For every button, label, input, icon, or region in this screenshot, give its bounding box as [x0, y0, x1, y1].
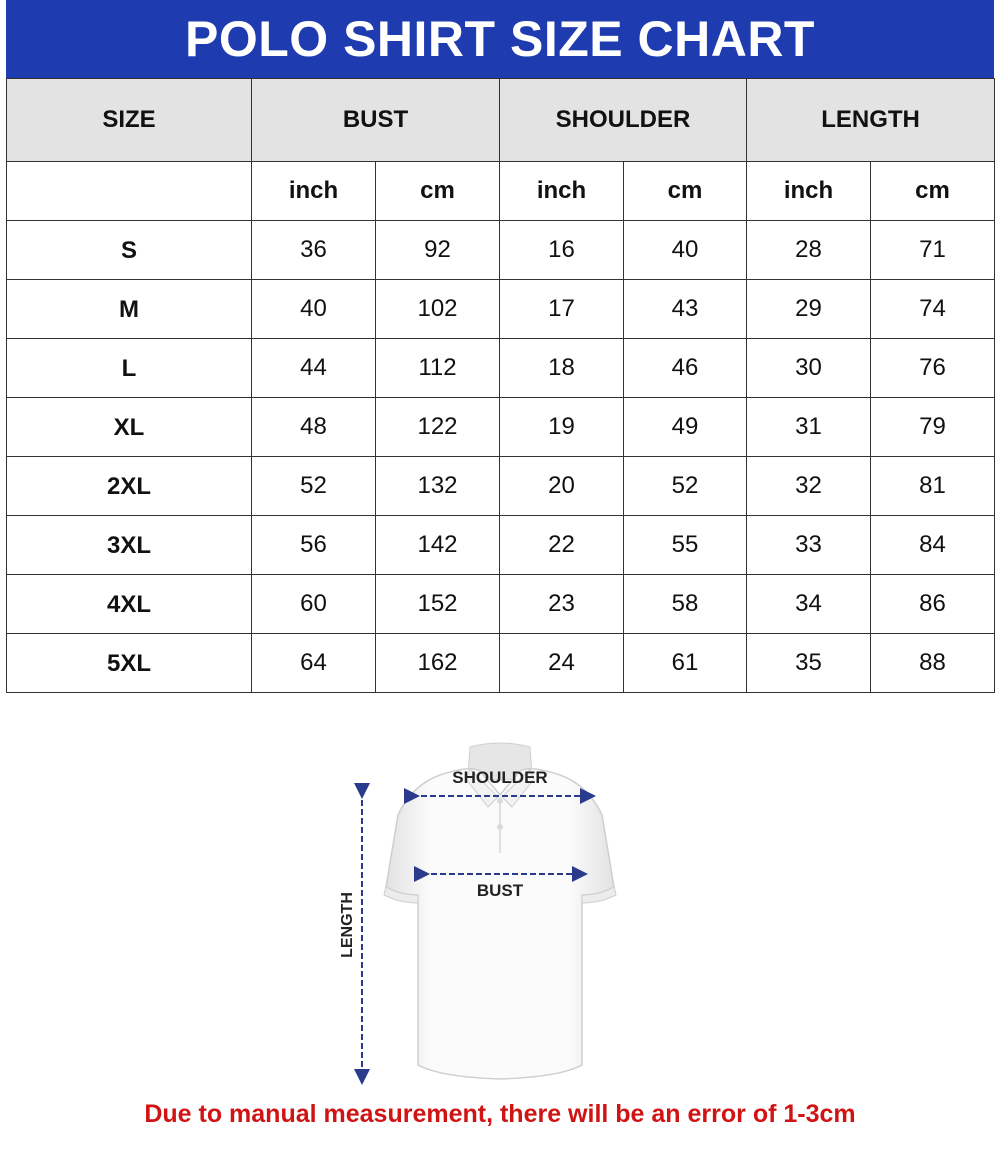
- button: [497, 824, 503, 830]
- length-group-header: LENGTH: [747, 79, 995, 162]
- length-label: LENGTH: [339, 892, 356, 958]
- measurement-cell: 142: [376, 516, 500, 575]
- measurement-error-note: Due to manual measurement, there will be an error of 1-3cm: [144, 1100, 856, 1128]
- size-column-header: SIZE: [7, 79, 252, 162]
- measurement-cell: 56: [252, 516, 376, 575]
- size-cell: XL: [7, 398, 252, 457]
- unit-header: inch: [252, 162, 376, 221]
- measurement-cell: 18: [500, 339, 624, 398]
- measurement-cell: 49: [624, 398, 747, 457]
- table-row: [7, 634, 995, 693]
- measurement-cell: 71: [871, 221, 995, 280]
- measurement-cell: 40: [624, 221, 747, 280]
- measurement-cell: 35: [747, 634, 871, 693]
- measurement-cell: 46: [624, 339, 747, 398]
- bust-group-header: BUST: [252, 79, 500, 162]
- measurement-cell: 64: [252, 634, 376, 693]
- shoulder-label: SHOULDER: [452, 768, 548, 787]
- measurement-cell: 52: [624, 457, 747, 516]
- measurement-cell: 122: [376, 398, 500, 457]
- measurement-cell: 88: [871, 634, 995, 693]
- measurement-cell: 24: [500, 634, 624, 693]
- measurement-cell: 43: [624, 280, 747, 339]
- measurement-cell: 20: [500, 457, 624, 516]
- size-cell: 4XL: [7, 575, 252, 634]
- measurement-cell: 17: [500, 280, 624, 339]
- shirt-measurement-diagram: [320, 735, 640, 1095]
- measurement-cell: 28: [747, 221, 871, 280]
- group-header-row: [7, 79, 995, 162]
- measurement-cell: 74: [871, 280, 995, 339]
- measurement-cell: 34: [747, 575, 871, 634]
- empty-unit-cell: [7, 162, 252, 221]
- shoulder-group-header: SHOULDER: [500, 79, 747, 162]
- table-row: [7, 398, 995, 457]
- measurement-cell: 112: [376, 339, 500, 398]
- measurement-cell: 33: [747, 516, 871, 575]
- bust-label: BUST: [476, 881, 524, 900]
- size-cell: 3XL: [7, 516, 252, 575]
- measurement-cell: 30: [747, 339, 871, 398]
- measurement-cell: 132: [376, 457, 500, 516]
- measurement-cell: 44: [252, 339, 376, 398]
- size-cell: 5XL: [7, 634, 252, 693]
- unit-header: inch: [747, 162, 871, 221]
- measurement-cell: 16: [500, 221, 624, 280]
- table-row: [7, 457, 995, 516]
- measurement-cell: 31: [747, 398, 871, 457]
- measurement-cell: 55: [624, 516, 747, 575]
- button: [497, 798, 503, 804]
- measurement-cell: 36: [252, 221, 376, 280]
- title-bar: [6, 0, 994, 78]
- table-row: [7, 575, 995, 634]
- measurement-cell: 32: [747, 457, 871, 516]
- measurement-cell: 48: [252, 398, 376, 457]
- measurement-cell: 162: [376, 634, 500, 693]
- measurement-cell: 23: [500, 575, 624, 634]
- measurement-cell: 61: [624, 634, 747, 693]
- unit-header: cm: [376, 162, 500, 221]
- table-row: [7, 339, 995, 398]
- measurement-cell: 92: [376, 221, 500, 280]
- measurement-cell: 40: [252, 280, 376, 339]
- measurement-cell: 86: [871, 575, 995, 634]
- measurement-cell: 60: [252, 575, 376, 634]
- measurement-cell: 19: [500, 398, 624, 457]
- unit-header: cm: [624, 162, 747, 221]
- measurement-cell: 29: [747, 280, 871, 339]
- unit-header: inch: [500, 162, 624, 221]
- measurement-cell: 58: [624, 575, 747, 634]
- measurement-cell: 81: [871, 457, 995, 516]
- table-row: [7, 221, 995, 280]
- measurement-cell: 76: [871, 339, 995, 398]
- size-cell: S: [7, 221, 252, 280]
- measurement-cell: 52: [252, 457, 376, 516]
- measurement-cell: 22: [500, 516, 624, 575]
- unit-header: cm: [871, 162, 995, 221]
- size-cell: M: [7, 280, 252, 339]
- size-cell: L: [7, 339, 252, 398]
- size-cell: 2XL: [7, 457, 252, 516]
- measurement-cell: 79: [871, 398, 995, 457]
- measurement-cell: 102: [376, 280, 500, 339]
- unit-header-row: [7, 162, 995, 221]
- table-row: [7, 516, 995, 575]
- page-title: POLO SHIRT SIZE CHART: [185, 11, 815, 67]
- size-table-body: [7, 221, 995, 693]
- shirt-illustration: [320, 735, 640, 1095]
- table-row: [7, 280, 995, 339]
- size-chart-table: [6, 78, 995, 693]
- measurement-cell: 84: [871, 516, 995, 575]
- measurement-cell: 152: [376, 575, 500, 634]
